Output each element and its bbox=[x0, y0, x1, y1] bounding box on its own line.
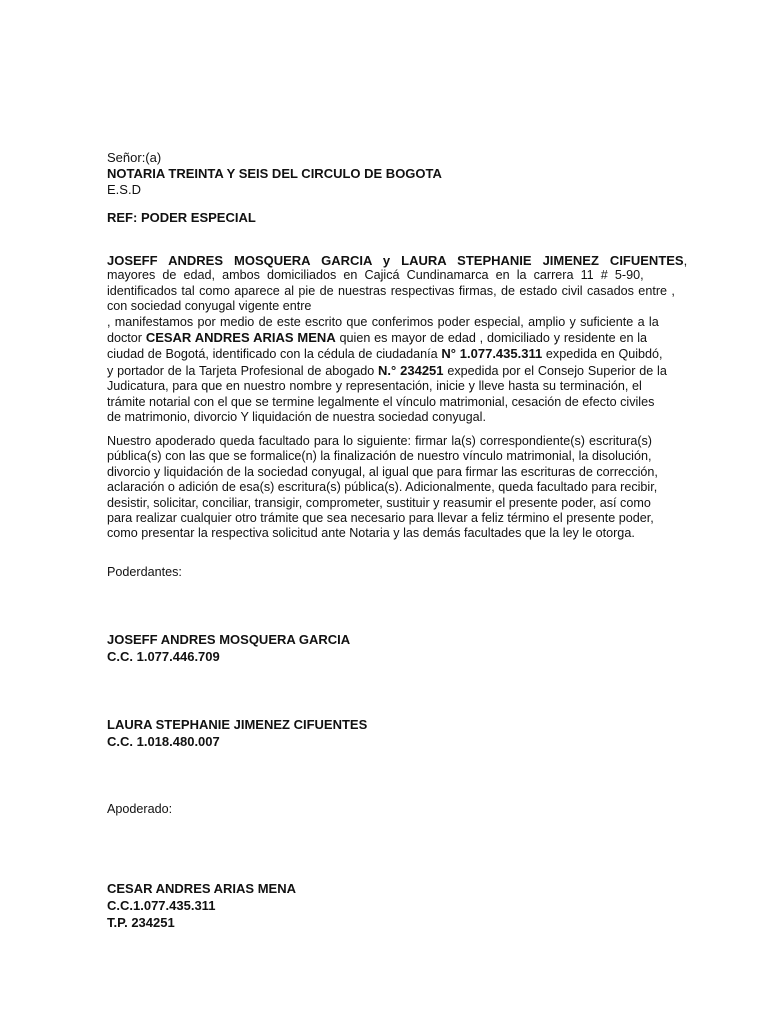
p1-line-2: mayores de edad, ambos domiciliados en Cajicá Cundinamarca en la carrera 11 # 5-90, bbox=[107, 268, 644, 283]
attorney-id-inline: N° 1.077.435.311 bbox=[441, 346, 543, 362]
attorney-label-block bbox=[107, 802, 661, 817]
p1-line-8 bbox=[107, 362, 667, 379]
grantor-2-signature bbox=[107, 716, 661, 750]
p1-line-8-post: expedida por el Consejo Superior de la bbox=[443, 363, 667, 378]
p1-line-6 bbox=[107, 330, 661, 346]
p1-line-8-pre: y portador de la Tarjeta Profesional de abogado bbox=[107, 363, 379, 378]
p1-line-7-pre: ciudad de Bogotá, identificado con la cédula de ciudadanía bbox=[107, 347, 442, 362]
p2-line: desistir, solicitar, conciliar, transigir, comprometer, sustituir y reasumir el presente poder, así como bbox=[107, 495, 651, 510]
salutation: Señor:(a) bbox=[107, 150, 162, 165]
attorney-signature bbox=[107, 880, 661, 931]
notary-name: NOTARIA TREINTA Y SEIS DEL CIRCULO DE BOGOTA bbox=[107, 166, 442, 181]
grantor-2-name: LAURA STEPHANIE JIMENEZ CIFUENTES bbox=[107, 717, 368, 732]
reference-block bbox=[107, 210, 661, 226]
p1-line-7-post: expedida en Quibdó, bbox=[542, 347, 663, 362]
p1-line-4: con sociedad conyugal vigente entre bbox=[107, 299, 312, 314]
p2-line: aclaración o adición de esa(s) escritura(s) pública(s). Adicionalmente, queda facultado para recibir, bbox=[107, 480, 658, 495]
p1-line-10: trámite notarial con el que se termine legalmente el vínculo matrimonial, cesación de efecto civiles bbox=[107, 394, 655, 409]
p2-line: como presentar la respectiva solicitud ante Notaria y las demás facultades que la ley le otorga. bbox=[107, 526, 635, 541]
attorney-name: CESAR ANDRES ARIAS MENA bbox=[107, 881, 296, 896]
attorney-name-inline: CESAR ANDRES ARIAS MENA bbox=[145, 330, 336, 346]
p2-line: pública(s) con las que se formalice(n) la finalización de nuestro vínculo matrimonial, la disolución, bbox=[107, 449, 652, 464]
grantor-1-id: C.C. 1.077.446.709 bbox=[107, 649, 220, 664]
grantors-label: Poderdantes: bbox=[107, 565, 182, 579]
p2-line: divorcio y liquidación de la sociedad conyugal, al igual que para firmar las escrituras de corrección, bbox=[107, 464, 658, 479]
grantors-label-block bbox=[107, 565, 661, 580]
grantor-1-signature bbox=[107, 631, 661, 665]
attorney-tp-inline: N.° 234251 bbox=[378, 362, 444, 378]
addressee-block bbox=[107, 150, 661, 198]
reference-title: REF: PODER ESPECIAL bbox=[107, 210, 256, 225]
p1-line-9: Judicatura, para que en nuestro nombre y representación, inicie y lleve hasta su terminación, el bbox=[107, 379, 642, 394]
esd-text: E.S.D bbox=[107, 182, 141, 197]
grantors-line bbox=[107, 253, 688, 268]
p2-line: Nuestro apoderado queda facultado para lo siguiente: firmar la(s) correspondiente(s) escritura(s) bbox=[107, 434, 653, 448]
p2-line: para realizar cualquier otro trámite que sea necesario para llevar a feliz término el presente poder, bbox=[107, 511, 654, 526]
p1-line-11: de matrimonio, divorcio Y liquidación de nuestra sociedad conyugal. bbox=[107, 410, 486, 425]
grantor-1-name: JOSEFF ANDRES MOSQUERA GARCIA bbox=[107, 632, 351, 647]
attorney-id: C.C.1.077.435.311 bbox=[107, 898, 216, 913]
p1-line-3: identificados tal como aparece al pie de nuestras respectivas firmas, de estado civil casados entre , bbox=[107, 283, 675, 298]
p1-line-7 bbox=[107, 346, 661, 362]
p1-line-6-pre: doctor bbox=[107, 331, 146, 346]
attorney-label: Apoderado: bbox=[107, 802, 173, 816]
grantor-2-id: C.C. 1.018.480.007 bbox=[107, 734, 220, 749]
grantors-names: JOSEFF ANDRES MOSQUERA GARCIA y LAURA STEPHANIE JIMENEZ CIFUENTES bbox=[107, 253, 684, 268]
paragraph-1 bbox=[107, 253, 688, 425]
paragraph-2 bbox=[107, 434, 661, 542]
p1-line-5: , manifestamos por medio de este escrito que conferimos poder especial, amplio y suficiente a la bbox=[107, 314, 659, 329]
attorney-tp: T.P. 234251 bbox=[107, 915, 175, 930]
grantors-comma: , bbox=[683, 253, 688, 268]
p1-line-6-post: quien es mayor de edad , domiciliado y residente en la bbox=[335, 331, 648, 346]
